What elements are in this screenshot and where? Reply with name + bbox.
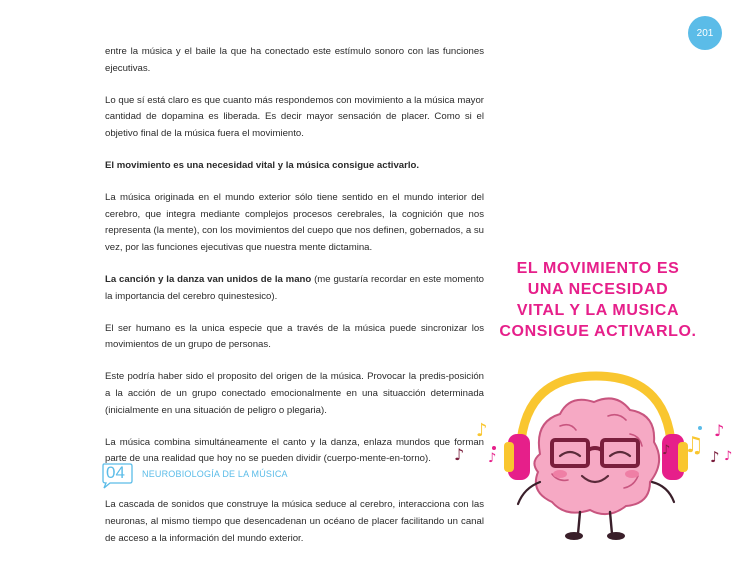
section-number-badge: [100, 461, 134, 487]
brain-headphones-icon: [448, 364, 737, 549]
main-text-column: [105, 44, 484, 468]
paragraph: La música combina simultáneamente el canto y la danza, enlaza mundos que forman parte de una realidad que hoy no se pueden dividir (cuerpo-mente-en-torno).: [105, 436, 484, 465]
bottom-text-column: [105, 496, 484, 547]
paragraph: [105, 272, 484, 306]
section-heading: [100, 458, 288, 490]
paragraph: Este podría haber sido el proposito del origen de la música. Provocar la predis-posición a la acción de un grupo conectado emocionalmente en una situacción determinada (inicialmente en una situación de peligro o plegaria).: [105, 371, 484, 416]
svg-text:♪: ♪: [488, 451, 497, 466]
svg-text:♪: ♪: [476, 420, 488, 441]
page-number: 201: [696, 27, 714, 39]
svg-text:♪: ♪: [454, 445, 465, 464]
section-title: NEUROBIOLOGÍA DE LA MÚSICA: [142, 469, 288, 479]
svg-text:♪: ♪: [724, 449, 733, 464]
svg-text:♪: ♪: [714, 421, 725, 440]
pull-quote-line: VITAL Y LA MUSICA: [516, 302, 680, 319]
paragraph-rest: (me gustaría recordar en este momento la importancia del cerebro quinestesico).: [105, 273, 484, 302]
pull-quote-line: CONSIGUE ACTIVARLO.: [499, 323, 697, 340]
paragraph: entre la música y el baile la que ha conectado este estímulo sonoro con las funciones ejecutivas.: [105, 46, 484, 74]
paragraph-bold: El movimiento es una necesidad vital y la música consigue activarlo.: [105, 159, 420, 171]
paragraph: Lo que sí está claro es que cuanto más respondemos con movimiento a la música mayor cantidad de dopamina es liberada. Es decir mayor sensación de placer. Como si el objetivo final de la música fuera el movimiento.: [105, 94, 484, 140]
paragraph: La cascada de sonidos que construye la música seduce al cerebro, interacciona con las neuronas, al mismo tiempo que desencadenan un océano de placer facilitando un canal de acceso a la información del mundo exterior.: [105, 499, 484, 544]
pull-quote: [494, 258, 702, 342]
svg-text:♫: ♫: [684, 433, 704, 458]
pull-quote-line: UNA NECESIDAD: [527, 281, 669, 298]
svg-text:♪: ♪: [710, 448, 720, 466]
page-number-badge: [688, 16, 722, 50]
section-number: 04: [106, 463, 125, 482]
svg-text:♪: ♪: [662, 443, 671, 458]
pull-quote-line: EL MOVIMIENTO ES: [516, 260, 680, 277]
paragraph: La música originada en el mundo exterior sólo tiene sentido en el mundo interior del cerebro, que integra mediante complejos procesos cerebrales, la cognición que nos representa (la mente), con los movimientos del cuepo que nos definen, gobernados, a su vez, por las funciones ejecutivas que nuestra mente dictamina.: [105, 191, 484, 254]
paragraph-bold-lead: La canción y la danza van unidos de la mano: [105, 273, 312, 285]
music-note-icon: [454, 420, 496, 466]
paragraph: El ser humano es la unica especie que a través de la música puede sincronizar los movimientos de un grupo de personas.: [105, 322, 484, 351]
